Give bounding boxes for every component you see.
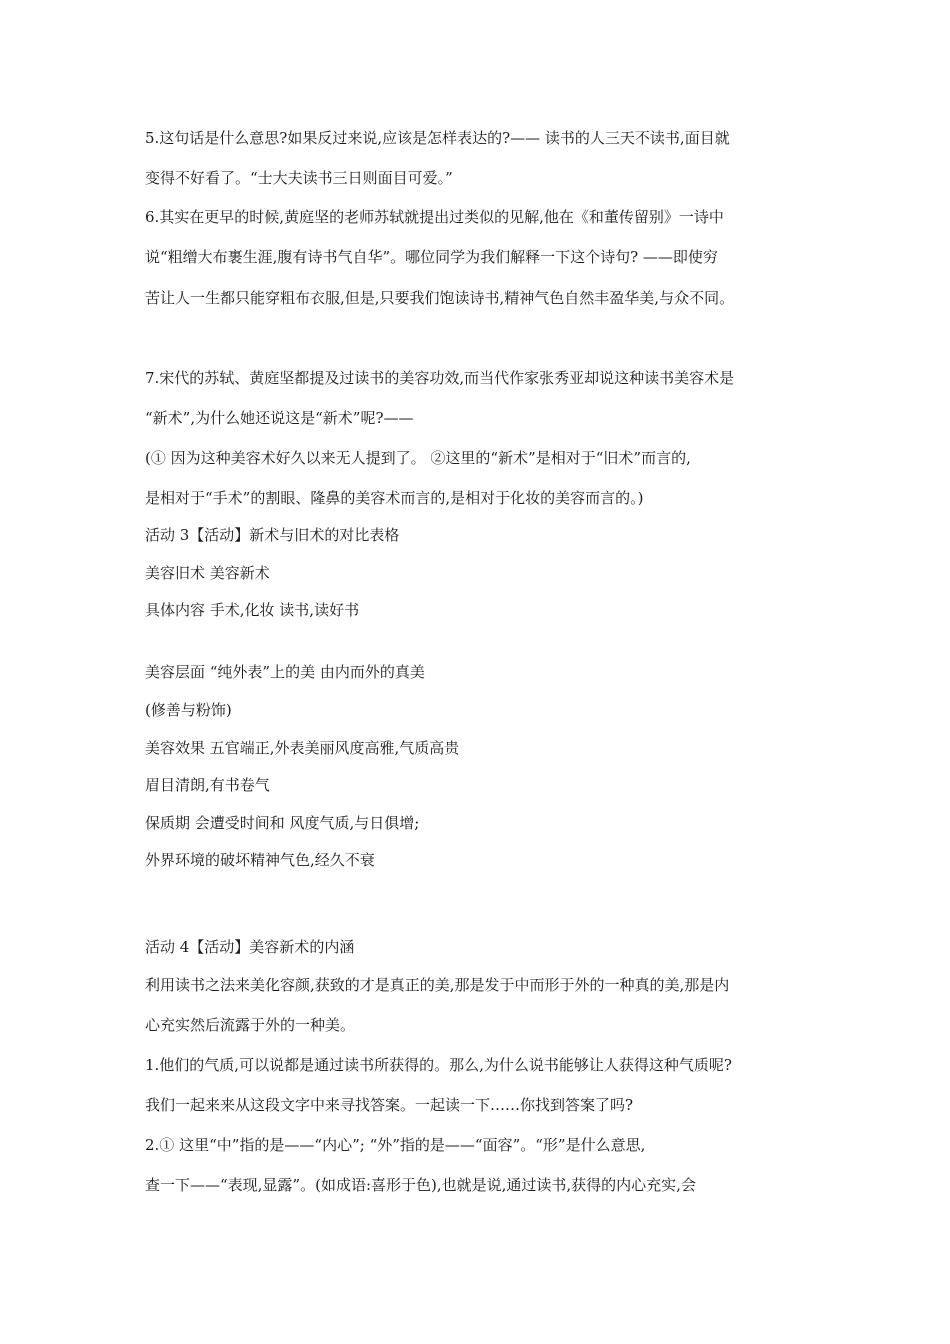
section-heading: 活动 4【活动】美容新术的内涵 [145, 938, 355, 956]
section-heading: 活动 3【活动】新术与旧术的对比表格 [145, 526, 400, 544]
text-line: 利用读书之法来美化容颜,获致的才是真正的美,那是发于中而形于外的一种真的美,那是内 [145, 976, 730, 994]
text-line: (① 因为这种美容术好久以来无人提到了。 ②这里的“新术”是相对于“旧术”而言的, [145, 449, 691, 467]
table-row: 美容层面 “纯外表”上的美 由内而外的真美 [145, 663, 425, 681]
text-line: 查一下——“表现,显露”。(如成语:喜形于色),也就是说,通过读书,获得的内心充实,会 [145, 1176, 696, 1194]
text-line: 7.宋代的苏轼、黄庭坚都提及过读书的美容功效,而当代作家张秀亚却说这种读书美容术是 [145, 369, 735, 387]
table-row: 美容效果 五官端正,外表美丽风度高雅,气质高贵 [145, 739, 460, 757]
text-line: 变得不好看了。“士大夫读书三日则面目可爱。” [145, 169, 453, 187]
text-line: 是相对于“手术”的割眼、隆鼻的美容术而言的,是相对于化妆的美容而言的。) [145, 489, 644, 507]
table-row: 具体内容 手术,化妆 读书,读好书 [145, 601, 360, 619]
text-line: 5.这句话是什么意思?如果反过来说,应该是怎样表达的?—— 读书的人三天不读书,面目就 [145, 129, 730, 147]
table-header-row: 美容旧术 美容新术 [145, 564, 270, 582]
table-row: 眉目清朗,有书卷气 [145, 776, 270, 794]
table-row: (修善与粉饰) [145, 701, 232, 719]
text-line: 1.他们的气质,可以说都是通过读书所获得的。那么,为什么说书能够让人获得这种气质呢? [145, 1056, 732, 1074]
text-line: 说“粗缯大布裹生涯,腹有诗书气自华”。哪位同学为我们解释一下这个诗句? ——即使穷 [145, 248, 718, 266]
text-line: 苦让人一生都只能穿粗布衣服,但是,只要我们饱读诗书,精神气色自然丰盈华美,与众不同。 [145, 289, 735, 307]
text-line: 6.其实在更早的时候,黄庭坚的老师苏轼就提出过类似的见解,他在《和董传留别》一诗中 [145, 208, 724, 226]
text-line: 心充实然后流露于外的一种美。 [145, 1016, 356, 1034]
table-row: 保质期 会遭受时间和 风度气质,与日俱增; [145, 814, 420, 832]
text-line: 2.① 这里“中”指的是——“内心”; “外”指的是——“面容”。“形”是什么意思, [145, 1136, 646, 1154]
text-line: 我们一起来来从这段文字中来寻找答案。一起读一下……你找到答案了吗? [145, 1096, 634, 1114]
table-row: 外界环境的破坏精神气色,经久不衰 [145, 851, 375, 869]
text-line: “新术”,为什么她还说这是“新术”呢?—— [145, 409, 414, 427]
